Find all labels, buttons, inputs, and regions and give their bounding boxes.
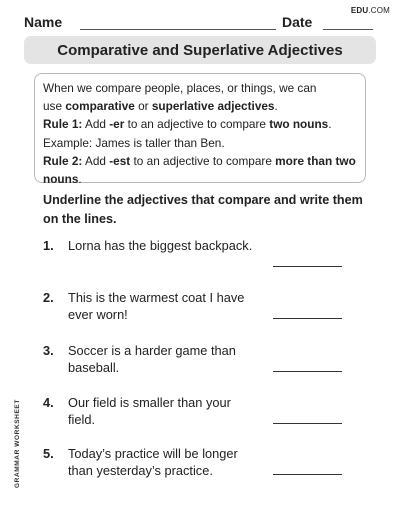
instructions-line: on the lines. xyxy=(43,211,117,226)
date-label: Date xyxy=(282,14,313,30)
instructions xyxy=(43,191,373,228)
rules-intro-line: When we compare people, places, or things, we can xyxy=(43,81,317,95)
answer-line-1[interactable] xyxy=(273,266,342,267)
exercise-item-4 xyxy=(43,395,353,431)
answer-line-2[interactable] xyxy=(273,318,342,319)
item-sentence: Today’s practice will be longer than yesterday’s practice. xyxy=(68,446,238,478)
date-field[interactable] xyxy=(323,29,373,30)
exercise-item-2 xyxy=(43,290,353,326)
item-number: 2. xyxy=(43,290,54,305)
item-number: 3. xyxy=(43,343,54,358)
edu-logo[interactable]: EDU.COM xyxy=(350,6,390,15)
rules-box xyxy=(34,73,366,187)
item-sentence: This is the warmest coat I have ever worn! xyxy=(68,290,245,322)
worksheet-title: Comparative and Superlative Adjectives xyxy=(24,36,376,64)
exercise-item-5 xyxy=(43,446,353,482)
exercise-item-3 xyxy=(43,343,353,379)
item-sentence: Soccer is a harder game than baseball. xyxy=(68,343,236,375)
item-number: 4. xyxy=(43,395,54,410)
exercise-item-1 xyxy=(43,238,353,270)
rule-example: Example: James is taller than Ben. xyxy=(43,135,225,150)
rule-2-continued: nouns. xyxy=(43,172,82,187)
name-label: Name xyxy=(24,14,63,30)
header-row xyxy=(24,14,374,34)
item-sentence: Lorna has the biggest backpack. xyxy=(68,238,253,253)
answer-line-3[interactable] xyxy=(273,371,342,372)
name-field[interactable] xyxy=(80,29,276,30)
item-number: 1. xyxy=(43,238,54,253)
item-sentence: Our field is smaller than your field. xyxy=(68,395,231,427)
rule-1: Rule 1: Add -er to an adjective to compare two nouns. xyxy=(43,117,332,132)
item-number: 5. xyxy=(43,446,54,461)
rules-intro-line: use comparative or superlative adjectives. xyxy=(43,99,278,114)
answer-line-5[interactable] xyxy=(273,474,342,475)
instructions-line: Underline the adjectives that compare and write them xyxy=(43,193,363,207)
rule-2: Rule 2: Add -est to an adjective to compare more than two xyxy=(43,153,356,168)
answer-line-4[interactable] xyxy=(273,423,342,424)
side-label: GRAMMAR WORKSHEET xyxy=(14,399,21,488)
